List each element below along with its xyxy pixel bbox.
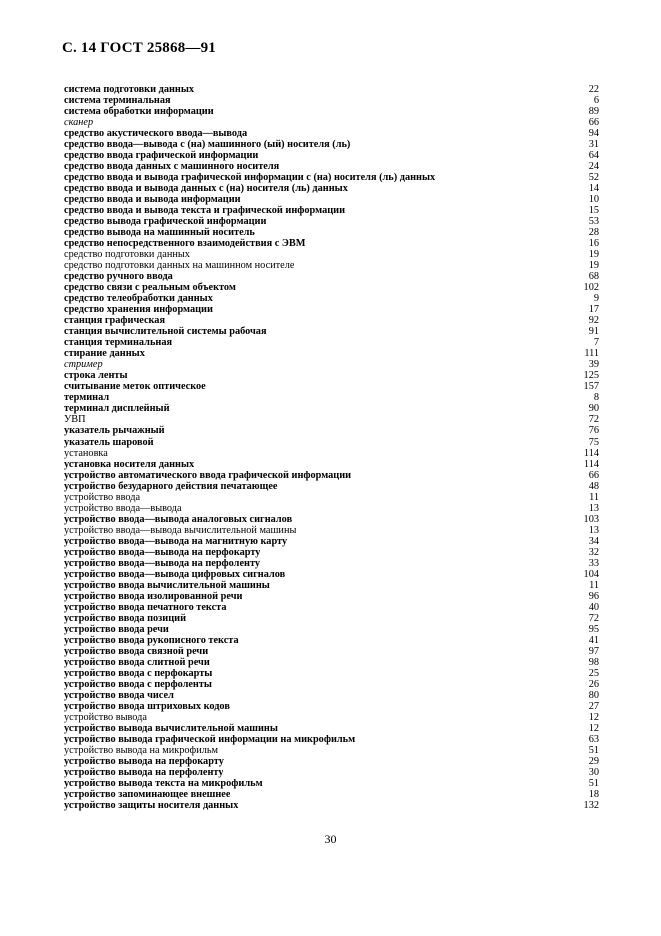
index-term: система терминальная: [64, 95, 171, 107]
index-entry: [64, 657, 599, 668]
index-page-ref: 51: [588, 777, 599, 789]
index-term: средство ручного ввода: [64, 271, 173, 283]
index-entry: [64, 403, 599, 414]
index-page-ref: 31: [588, 139, 599, 151]
index-page-ref: 132: [583, 800, 599, 812]
index-page-ref: 40: [588, 601, 599, 613]
index-term: устройство вывода: [64, 711, 147, 723]
index-entry: [64, 348, 599, 359]
index-page-ref: 39: [588, 359, 599, 371]
index-page-ref: 24: [588, 161, 599, 173]
index-entry: [64, 569, 599, 580]
index-term: строка ленты: [64, 370, 128, 382]
index-term: средство ввода и вывода графической информации с (на) носителя (ль) данных: [64, 172, 436, 184]
page-header: С. 14 ГОСТ 25868—91: [62, 40, 216, 56]
index-term: устройство ввода штриховых кодов: [64, 700, 230, 712]
index-entry: [64, 580, 599, 591]
index-page-ref: 89: [588, 106, 599, 118]
index-page-ref: 92: [588, 315, 599, 327]
index-term: средство ввода и вывода информации: [64, 194, 241, 206]
index-term: устройство запоминающее внешнее: [64, 789, 231, 800]
index-page-ref: 80: [588, 689, 599, 701]
index-term: указатель рычажный: [64, 425, 165, 437]
index-entry: [64, 514, 599, 525]
index-term: средство акустического ввода—вывода: [64, 128, 248, 140]
index-entry: [64, 701, 599, 712]
index-entry: [64, 536, 599, 547]
index-term: устройство вывода на перфоленту: [64, 766, 224, 778]
index-page-ref: 17: [588, 304, 599, 316]
index-page-ref: 11: [589, 579, 599, 591]
index-term: устройство ввода речи: [64, 623, 169, 635]
index-term: средство ввода—вывода с (на) машинного (ый) носителя (ль): [64, 139, 351, 151]
index-term: средство вывода на машинный носитель: [64, 227, 255, 239]
index-page-ref: 32: [588, 546, 599, 558]
index-entry: [64, 183, 599, 194]
index-page-ref: 18: [588, 789, 599, 800]
index-entry: [64, 337, 599, 348]
index-page-ref: 102: [583, 282, 599, 294]
index-entry: [64, 690, 599, 701]
index-page-ref: 6: [593, 95, 599, 107]
index-page-ref: 27: [588, 700, 599, 712]
index-term: устройство ввода позиций: [64, 612, 187, 624]
index-entry: [64, 591, 599, 602]
index-page-ref: 68: [588, 271, 599, 283]
index-term: сканер: [64, 117, 94, 129]
index-entry: [64, 260, 599, 271]
index-term: станция вычислительной системы рабочая: [64, 326, 267, 338]
index-page-ref: 19: [588, 260, 599, 272]
index-entry: [64, 117, 599, 128]
index-page-ref: 114: [583, 458, 599, 470]
index-term: устройство защиты носителя данных: [64, 800, 239, 812]
index-entry: [64, 425, 599, 436]
index-entry: [64, 271, 599, 282]
index-entry: [64, 205, 599, 216]
index-term: средство телеобработки данных: [64, 293, 213, 305]
index-page-ref: 12: [588, 711, 599, 723]
index-term: указатель шаровой: [64, 436, 154, 448]
index-page-ref: 13: [588, 524, 599, 536]
index-page-ref: 66: [588, 117, 599, 129]
index-entry: [64, 128, 599, 139]
index-term: устройство ввода с перфоленты: [64, 678, 212, 690]
index-entry: [64, 624, 599, 635]
index-page-ref: 95: [588, 623, 599, 635]
index-page-ref: 98: [588, 656, 599, 668]
index-page-ref: 11: [589, 491, 599, 503]
index-term: терминал: [64, 392, 110, 404]
index-term: устройство вывода вычислительной машины: [64, 722, 278, 734]
index-page-ref: 14: [588, 183, 599, 195]
index-entry: [64, 150, 599, 161]
index-entry: [64, 558, 599, 569]
index-term: устройство ввода рукописного текста: [64, 634, 239, 646]
index-page-ref: 25: [588, 667, 599, 679]
index-page-ref: 75: [588, 436, 599, 448]
term-index-list: [64, 84, 599, 811]
index-term: средство подготовки данных на машинном носителе: [64, 260, 295, 272]
index-page-ref: 63: [588, 733, 599, 745]
index-entry: [64, 194, 599, 205]
index-page-ref: 94: [588, 128, 599, 140]
index-term: средство ввода графической информации: [64, 150, 259, 162]
index-page-ref: 33: [588, 557, 599, 569]
index-page-ref: 125: [583, 370, 599, 382]
index-entry: [64, 95, 599, 106]
index-entry: [64, 282, 599, 293]
index-entry: [64, 470, 599, 481]
index-entry: [64, 326, 599, 337]
index-term: устройство вывода на микрофильм: [64, 744, 219, 756]
index-page-ref: 90: [588, 403, 599, 415]
index-page-ref: 52: [588, 172, 599, 184]
index-page-ref: 9: [593, 293, 599, 305]
index-page-ref: 111: [584, 348, 599, 360]
index-entry: [64, 392, 599, 403]
index-entry: [64, 414, 599, 425]
index-term: устройство вывода графической информации на микрофильм: [64, 733, 356, 745]
index-entry: [64, 172, 599, 183]
index-page-ref: 28: [588, 227, 599, 239]
index-term: устройство вывода текста на микрофильм: [64, 777, 263, 789]
index-entry: [64, 756, 599, 767]
index-entry: [64, 227, 599, 238]
index-entry: [64, 734, 599, 745]
index-term: средство ввода данных с машинного носителя: [64, 161, 280, 173]
index-term: устройство ввода: [64, 491, 141, 503]
index-term: УВП: [64, 414, 86, 426]
index-page-ref: 34: [588, 535, 599, 547]
index-term: устройство ввода—вывода на перфокарту: [64, 546, 261, 558]
index-term: средство хранения информации: [64, 304, 213, 316]
index-term: стример: [64, 359, 103, 371]
index-term: устройство ввода—вывода на магнитную карту: [64, 535, 288, 547]
index-entry: [64, 304, 599, 315]
index-page-ref: 157: [583, 381, 599, 393]
index-page-ref: 114: [583, 447, 599, 459]
index-entry: [64, 492, 599, 503]
index-term: средство вывода графической информации: [64, 216, 267, 228]
index-term: устройство ввода вычислительной машины: [64, 579, 270, 591]
index-term: устройство ввода—вывода аналоговых сигналов: [64, 513, 293, 525]
index-entry: [64, 437, 599, 448]
index-page-ref: 15: [588, 205, 599, 217]
index-term: установка: [64, 447, 108, 459]
index-term: устройство ввода—вывода цифровых сигналов: [64, 568, 286, 580]
index-entry: [64, 503, 599, 514]
index-entry: [64, 767, 599, 778]
index-entry: [64, 238, 599, 249]
index-term: устройство безударного действия печатающее: [64, 480, 278, 492]
index-entry: [64, 646, 599, 657]
index-page-ref: 72: [588, 612, 599, 624]
index-page-ref: 97: [588, 645, 599, 657]
index-entry: [64, 668, 599, 679]
index-entry: [64, 359, 599, 370]
index-page-ref: 66: [588, 469, 599, 481]
index-entry: [64, 778, 599, 789]
index-term: станция графическая: [64, 315, 166, 327]
index-term: стирание данных: [64, 348, 145, 360]
index-page-ref: 19: [588, 249, 599, 261]
index-term: станция терминальная: [64, 337, 173, 349]
index-page-ref: 13: [588, 502, 599, 514]
index-entry: [64, 635, 599, 646]
index-entry: [64, 249, 599, 260]
index-term: средство ввода и вывода текста и графической информации: [64, 205, 346, 217]
index-term: устройство ввода с перфокарты: [64, 667, 213, 679]
index-term: средство связи с реальным объектом: [64, 282, 236, 294]
index-term: устройство ввода—вывода на перфоленту: [64, 557, 261, 569]
index-page-ref: 8: [593, 392, 599, 404]
index-entry: [64, 723, 599, 734]
index-entry: [64, 602, 599, 613]
index-term: устройство ввода—вывода вычислительной машины: [64, 524, 297, 536]
index-term: средство непосредственного взаимодействия с ЭВМ: [64, 238, 306, 250]
index-entry: [64, 448, 599, 459]
index-entry: [64, 139, 599, 150]
index-page-ref: 51: [588, 744, 599, 756]
index-entry: [64, 381, 599, 392]
index-entry: [64, 745, 599, 756]
index-entry: [64, 459, 599, 470]
index-term: устройство ввода печатного текста: [64, 601, 227, 613]
index-page-ref: 7: [593, 337, 599, 349]
index-page-ref: 29: [588, 755, 599, 767]
index-entry: [64, 315, 599, 326]
index-page-ref: 76: [588, 425, 599, 437]
index-page-ref: 26: [588, 678, 599, 690]
index-entry: [64, 216, 599, 227]
index-page-ref: 30: [588, 766, 599, 778]
index-term: средство ввода и вывода данных с (на) носителя (ль) данных: [64, 183, 348, 195]
page-number: 30: [324, 832, 337, 846]
index-page-ref: 10: [588, 194, 599, 206]
index-page-ref: 104: [583, 568, 599, 580]
index-page-ref: 22: [588, 84, 599, 95]
index-entry: [64, 84, 599, 95]
index-page-ref: 103: [583, 513, 599, 525]
index-entry: [64, 293, 599, 304]
index-term: система обработки информации: [64, 106, 214, 118]
index-term: средство подготовки данных: [64, 249, 190, 261]
index-term: устройство вывода на перфокарту: [64, 755, 224, 767]
index-term: устройство ввода связной речи: [64, 645, 209, 657]
index-term: устройство ввода чисел: [64, 689, 174, 701]
index-entry: [64, 161, 599, 172]
index-entry: [64, 547, 599, 558]
index-entry: [64, 789, 599, 800]
index-entry: [64, 679, 599, 690]
index-term: устройство автоматического ввода графической информации: [64, 469, 352, 481]
index-entry: [64, 370, 599, 381]
index-page-ref: 91: [588, 326, 599, 338]
index-page-ref: 48: [588, 480, 599, 492]
index-entry: [64, 712, 599, 723]
index-entry: [64, 106, 599, 117]
index-entry: [64, 481, 599, 492]
index-term: устройство ввода—вывода: [64, 502, 182, 514]
index-term: устройство ввода слитной речи: [64, 656, 210, 668]
index-page-ref: 96: [588, 590, 599, 602]
index-term: устройство ввода изолированной речи: [64, 590, 243, 602]
index-entry: [64, 525, 599, 536]
index-entry: [64, 613, 599, 624]
index-term: система подготовки данных: [64, 84, 195, 95]
index-entry: [64, 800, 599, 811]
index-page-ref: 64: [588, 150, 599, 162]
index-term: считывание меток оптическое: [64, 381, 206, 393]
index-page-ref: 53: [588, 216, 599, 228]
index-page-ref: 12: [588, 722, 599, 734]
index-page-ref: 72: [588, 414, 599, 426]
index-page-ref: 41: [588, 634, 599, 646]
index-term: терминал дисплейный: [64, 403, 170, 415]
index-term: установка носителя данных: [64, 458, 195, 470]
index-page-ref: 16: [588, 238, 599, 250]
